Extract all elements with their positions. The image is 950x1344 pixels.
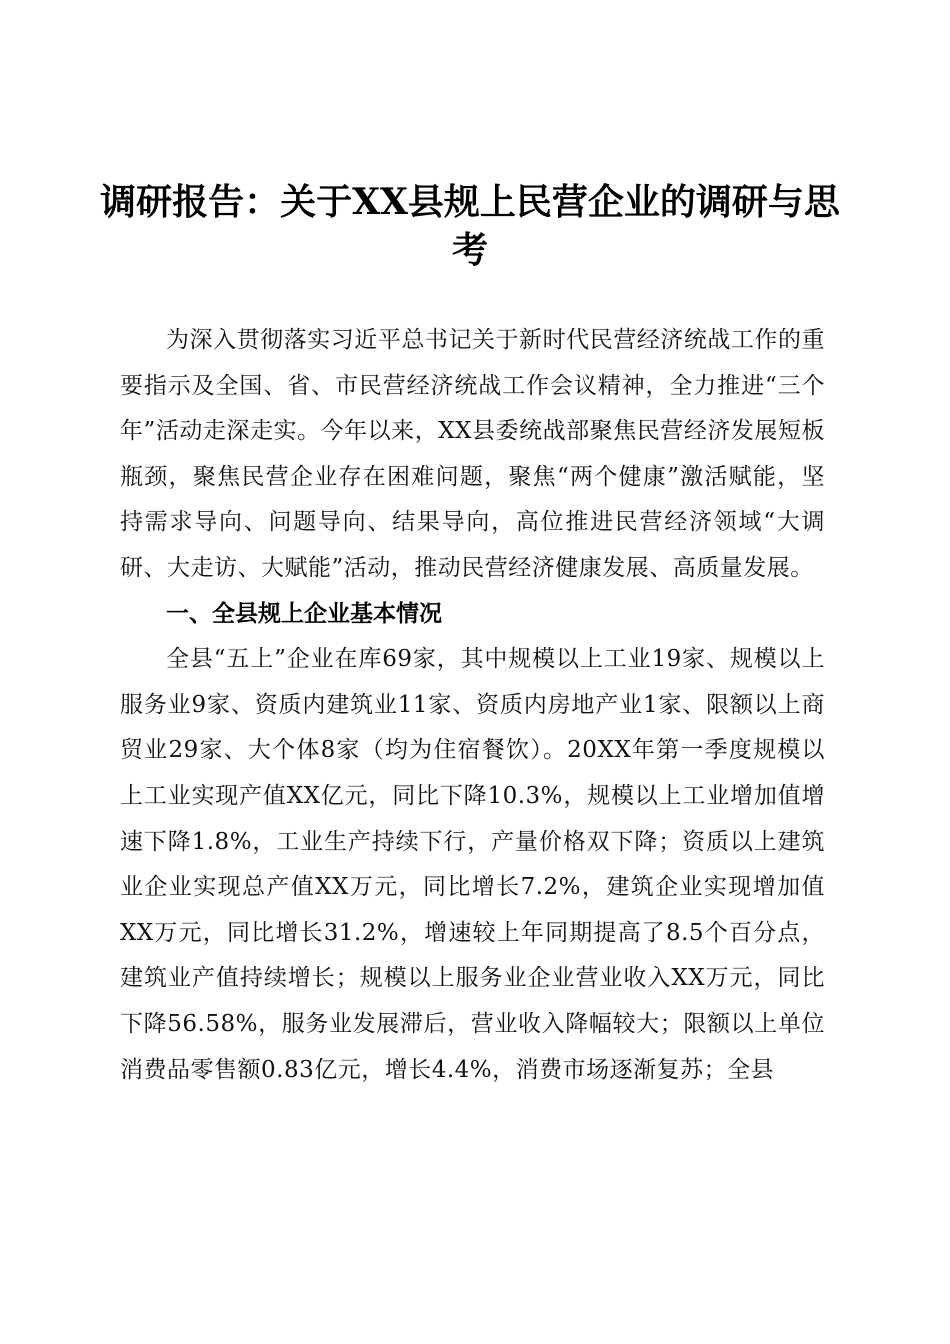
document-title: 调研报告：关于XX县规上民营企业的调研与思考 xyxy=(100,181,840,271)
section-paragraph: 全县“五上”企业在库69家，其中规模以上工业19家、规模以上服务业9家、资质内建筑业11家、资质内房地产业1家、限额以上商贸业29家、大个体8家（均为住宿餐饮）。20XX年第一季度规模以上工业实现产值XX亿元，同比下降10.3%，规模以上工业增加值增速下降1.8%，工业生产持续下行，产量价格双下降；资质以上建筑业企业实现总产值XX万元，同比增长7.2%，建筑企业实现增加值XX万元，同比增长31.2%，增速较上年同期提高了8.5个百分点，建筑业产值持续增长；规模以上服务业企业营业收入XX万元，同比下降56.58%，服务业发展滞后，营业收入降幅较大；限额以上单位消费品零售额0.83亿元，增长4.4%，消费市场逐渐复苏；全县 xyxy=(120,646,825,1083)
section-heading: 一、全县规上企业基本情况 xyxy=(166,600,442,627)
intro-paragraph: 为深入贯彻落实习近平总书记关于新时代民营经济统战工作的重要指示及全国、省、市民营经济统战工作会议精神，全力推进“三个年”活动走深走实。今年以来，XX县委统战部聚焦民营经济发展短板瓶颈，聚焦民营企业存在困难问题，聚焦“两个健康”激活赋能，坚持需求导向、问题导向、结果导向，高位推进民营经济领域“大调研、大走访、大赋能”活动，推动民营经济健康发展、高质量发展。 xyxy=(120,327,825,581)
document-body xyxy=(120,318,825,1093)
